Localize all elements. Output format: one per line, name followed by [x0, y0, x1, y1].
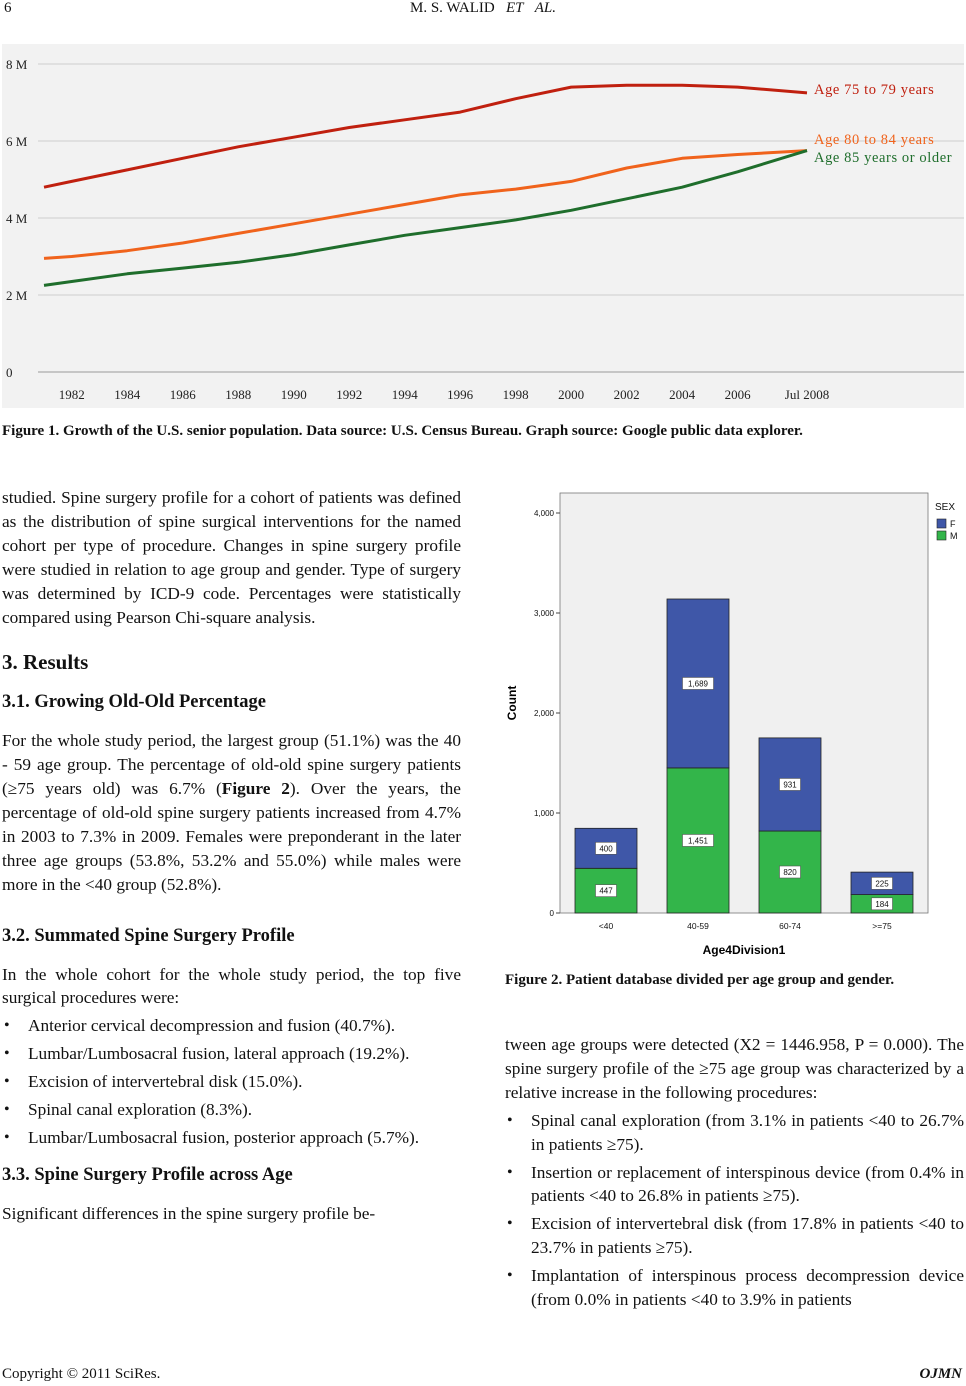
x-tick-label: 2004	[669, 387, 696, 402]
procedure-list	[2, 1014, 461, 1150]
running-header-authors	[0, 0, 966, 22]
x-tick-label: 1986	[169, 387, 196, 402]
y-axis-title: Count	[505, 685, 519, 721]
et-text: ET	[505, 0, 524, 16]
data-label: 1,451	[687, 836, 709, 846]
legend-swatch	[937, 531, 946, 540]
x-tick-label: 1988	[225, 387, 252, 402]
x-tick-label: <40	[598, 921, 614, 931]
list-item: • Insertion or replacement of interspinous device (from 0.4% in patients <40 to 26.8% in patients ≥75).	[531, 1161, 964, 1209]
y-tick-label: 4,000	[533, 509, 554, 518]
data-label: 400	[599, 844, 613, 854]
figure-2-caption: Figure 2. Patient database divided per age group and gender.	[505, 972, 895, 988]
series-label: Age 75 to 79 years	[814, 82, 935, 98]
x-tick-label: Jul 2008	[784, 387, 830, 402]
list-item: • Implantation of interspinous process decompression device (from 0.0% in patients <40 to 3.9% in patients	[531, 1264, 964, 1312]
figure-2-stacked-bar-chart	[500, 486, 966, 962]
paragraph-3-1	[2, 729, 461, 896]
y-tick-label: 6 M	[6, 134, 28, 149]
x-tick-label: 1998	[502, 387, 529, 402]
y-tick-label: 4 M	[6, 211, 28, 226]
age-procedure-list	[505, 1109, 964, 1312]
paragraph-3-3: Significant differences in the spine surgery profile be-	[2, 1203, 376, 1223]
x-tick-label: 60-74	[779, 921, 801, 931]
x-tick-label: 2002	[613, 387, 640, 402]
list-item: • Lumbar/Lumbosacral fusion, posterior approach (5.7%).	[28, 1126, 461, 1150]
list-item: • Anterior cervical decompression and fusion (40.7%).	[28, 1014, 461, 1038]
list-item: • Spinal canal exploration (from 3.1% in patients <40 to 26.7% in patients ≥75).	[531, 1109, 964, 1157]
figure-1-background	[2, 44, 964, 408]
section-heading-results: 3. Results	[2, 650, 89, 675]
methods-paragraph: studied. Spine surgery profile for a cohort of patients was defined as the distribution of spine surgical interventions for the named cohort per type of procedure. Changes in spine surgery profile were studied in relation to age group and gender. Type of surgery was determined by ICD-9 code. Percentages were statistically compared using Pearson Chi-square analysis.	[2, 488, 461, 627]
legend-label: F	[950, 519, 956, 529]
list-item: • Spinal canal exploration (8.3%).	[28, 1098, 461, 1122]
y-tick-label: 2,000	[533, 709, 554, 718]
y-tick-label: 3,000	[533, 609, 554, 618]
data-label: 931	[783, 780, 797, 790]
legend-swatch	[937, 519, 946, 528]
x-tick-label: 1982	[58, 387, 85, 402]
x-tick-label: 2006	[724, 387, 751, 402]
data-label: 1,689	[687, 679, 709, 689]
data-label: 225	[875, 879, 889, 889]
y-tick-label: 2 M	[6, 288, 28, 303]
data-label: 447	[599, 886, 613, 896]
x-tick-label: 2000	[558, 387, 585, 402]
x-tick-label: 1992	[336, 387, 363, 402]
left-text-column	[2, 486, 461, 1226]
journal-footer: OJMN	[919, 1366, 962, 1382]
right-text-column	[505, 1033, 964, 1316]
x-tick-label: 1984	[114, 387, 141, 402]
series-label: Age 85 years or older	[814, 150, 953, 166]
subsection-heading-3-2: 3.2. Summated Spine Surgery Profile	[2, 925, 295, 946]
subsection-heading-3-3: 3.3. Spine Surgery Profile across Age	[2, 1164, 293, 1185]
copyright-footer: Copyright © 2011 SciRes.	[2, 1366, 161, 1382]
x-tick-label: >=75	[872, 921, 892, 931]
x-tick-label: 40-59	[687, 921, 709, 931]
x-tick-label: 1990	[280, 387, 307, 402]
y-tick-label: 8 M	[6, 57, 28, 72]
subsection-heading-3-1: 3.1. Growing Old-Old Percentage	[2, 692, 266, 713]
paragraph-3-1-part-a: For the whole study period, the largest group (51.1%) was the 40 - 59 age group. The percentage of old-old spine surgery patients (≥75 years old) was 6.7% (	[2, 731, 461, 799]
list-item: • Excision of intervertebral disk (15.0%).	[28, 1070, 461, 1094]
y-tick-label: 0	[549, 909, 554, 918]
y-tick-label: 1,000	[533, 809, 554, 818]
paragraph-3-2: In the whole cohort for the whole study period, the top five surgical procedures were:	[2, 964, 461, 1008]
al-text: AL.	[534, 0, 556, 16]
paragraph-3-1-part-b: ). Over the years, the percentage of old-old spine surgery patients increased from 4.7% in 2003 to 7.3% in 2009. Females were preponderant in the later three age groups (53.8%, 53.2% and 55.0%) while males were more in the <40 group (52.8%).	[2, 779, 461, 894]
figure-2-reference: Figure 2	[221, 779, 290, 799]
list-item: • Lumbar/Lumbosacral fusion, lateral approach (19.2%).	[28, 1042, 461, 1066]
x-tick-label: 1994	[391, 387, 418, 402]
x-axis-title: Age4Division1	[702, 943, 786, 957]
list-item: • Excision of intervertebral disk (from 17.8% in patients <40 to 23.7% in patients ≥75).	[531, 1212, 964, 1260]
data-label: 184	[875, 899, 889, 909]
legend-label: M	[950, 531, 958, 541]
page-number: 6	[4, 0, 12, 16]
series-label: Age 80 to 84 years	[814, 132, 935, 148]
legend-title: SEX	[935, 502, 956, 513]
author-name: M. S. WALID	[409, 0, 495, 16]
figure-1-caption: Figure 1. Growth of the U.S. senior population. Data source: U.S. Census Bureau. Graph source: Google public data explorer.	[2, 423, 803, 439]
data-label: 820	[783, 868, 797, 877]
y-tick-label: 0	[6, 365, 13, 380]
figure-1-line-chart	[2, 44, 964, 408]
x-tick-label: 1996	[447, 387, 474, 402]
paragraph-3-3-continued: tween age groups were detected (X2 = 1446.958, P = 0.000). The spine surgery profile of the ≥75 age group was characterized by a relative increase in the following procedures:	[505, 1035, 964, 1102]
